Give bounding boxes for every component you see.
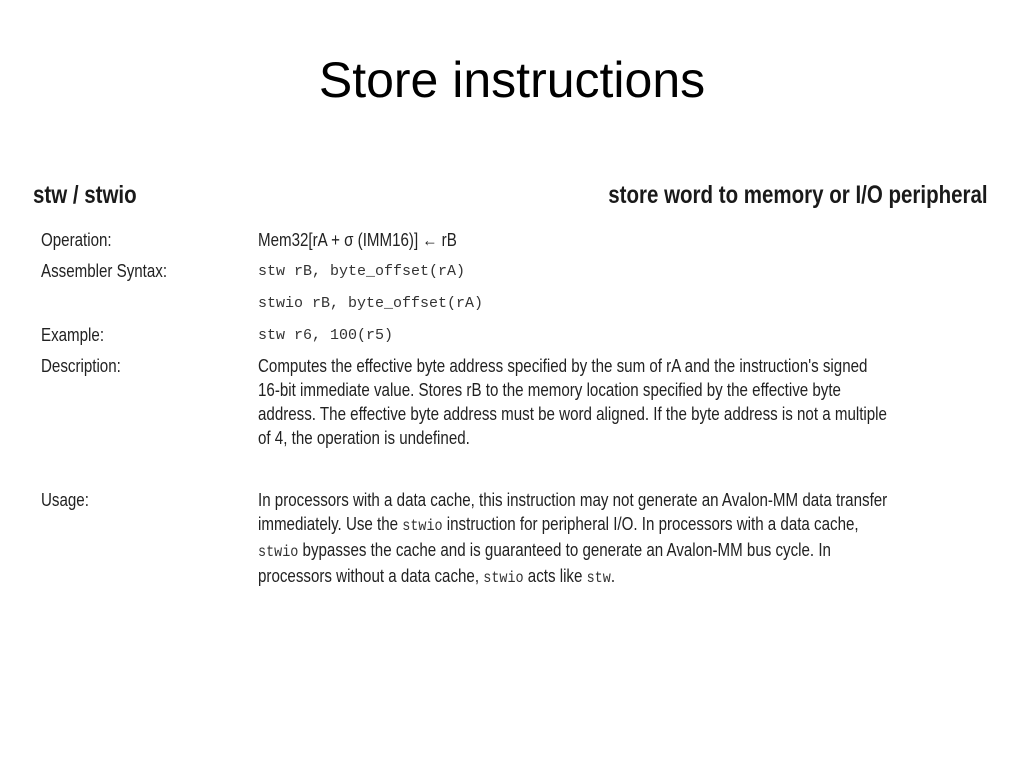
example-value: stw r6, 100(r5): [258, 327, 394, 344]
operation-expression: Mem32[rA + σ (IMM16)] ← rB: [258, 230, 457, 250]
slide-title: Store instructions: [318, 52, 706, 108]
usage-text-segment: .: [610, 566, 616, 586]
usage-text-segment: immediately. Use the: [258, 514, 403, 534]
description-line: 16-bit immediate value. Stores rB to the memory location specified by the effective byte: [258, 380, 841, 400]
usage-text: [258, 488, 997, 590]
usage-line: In processors with a data cache, this instruction may not generate an Avalon-MM data transfer: [258, 490, 888, 510]
usage-text-segment: acts like: [523, 566, 587, 586]
usage-label: Usage:: [41, 490, 89, 510]
usage-line: [258, 564, 997, 590]
description-text: [258, 354, 997, 450]
instruction-mnemonic: stw / stwio: [33, 181, 137, 209]
example-label: Example:: [41, 325, 105, 345]
usage-line: [258, 512, 997, 538]
syntax-stw: stw rB, byte_offset(rA): [258, 263, 466, 280]
usage-line: [258, 538, 997, 564]
operation-label: Operation:: [41, 230, 112, 250]
description-label: Description:: [41, 356, 121, 376]
description-line: Computes the effective byte address specified by the sum of rA and the instruction's signed: [258, 356, 868, 376]
usage-text-segment: instruction for peripheral I/O. In processors with a data cache,: [442, 514, 859, 534]
description-line: of 4, the operation is undefined.: [258, 428, 470, 448]
usage-text-segment: processors without a data cache,: [258, 566, 484, 586]
syntax-label: Assembler Syntax:: [41, 261, 168, 281]
code-stwio: stwio: [258, 543, 299, 561]
syntax-stwio: stwio rB, byte_offset(rA): [258, 295, 484, 312]
code-stw: stw: [586, 569, 611, 587]
code-stwio: stwio: [483, 569, 524, 587]
usage-text-segment: bypasses the cache and is guaranteed to generate an Avalon-MM bus cycle. In: [298, 540, 831, 560]
description-line: address. The effective byte address must be word aligned. If the byte address is not a multiple: [258, 404, 887, 424]
operation-value: [258, 228, 495, 252]
instruction-summary: store word to memory or I/O peripheral: [608, 181, 988, 209]
code-stwio: stwio: [402, 517, 443, 535]
